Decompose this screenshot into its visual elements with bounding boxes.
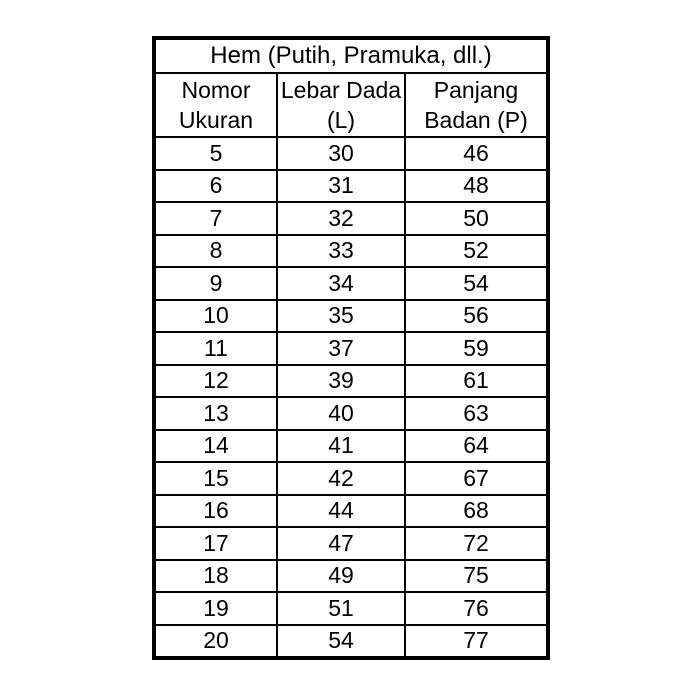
cell-panjang-badan: 76 [405,592,548,625]
cell-panjang-badan: 50 [405,202,548,235]
cell-nomor-ukuran: 5 [154,137,277,170]
cell-nomor-ukuran: 20 [154,625,277,659]
cell-panjang-badan: 54 [405,267,548,300]
table-row [154,495,548,528]
cell-lebar-dada: 40 [277,397,405,430]
cell-panjang-badan: 63 [405,397,548,430]
cell-nomor-ukuran: 16 [154,495,277,528]
table-row [154,462,548,495]
cell-nomor-ukuran: 15 [154,462,277,495]
table-row [154,235,548,268]
cell-lebar-dada: 54 [277,625,405,659]
cell-nomor-ukuran: 14 [154,430,277,463]
cell-lebar-dada: 51 [277,592,405,625]
table-title: Hem (Putih, Pramuka, dll.) [154,38,548,73]
cell-panjang-badan: 64 [405,430,548,463]
table-row [154,300,548,333]
cell-lebar-dada: 30 [277,137,405,170]
header-line: Panjang [433,77,519,103]
cell-nomor-ukuran: 9 [154,267,277,300]
header-line: (L) [326,107,356,133]
table-row [154,430,548,463]
cell-panjang-badan: 59 [405,332,548,365]
cell-nomor-ukuran: 11 [154,332,277,365]
table-row [154,332,548,365]
header-line: Lebar Dada [280,77,402,103]
table-row [154,267,548,300]
cell-lebar-dada: 31 [277,170,405,203]
cell-lebar-dada: 37 [277,332,405,365]
table-row [154,202,548,235]
column-header-panjang-badan [405,73,548,137]
size-chart-table [152,36,550,660]
cell-panjang-badan: 61 [405,365,548,398]
cell-nomor-ukuran: 17 [154,527,277,560]
header-line: Ukuran [178,107,254,133]
table-row [154,397,548,430]
column-header-lebar-dada [277,73,405,137]
cell-nomor-ukuran: 19 [154,592,277,625]
table-row [154,137,548,170]
header-line: Nomor [181,77,251,103]
cell-panjang-badan: 72 [405,527,548,560]
cell-panjang-badan: 77 [405,625,548,659]
cell-panjang-badan: 67 [405,462,548,495]
cell-lebar-dada: 41 [277,430,405,463]
cell-nomor-ukuran: 18 [154,560,277,593]
table-row [154,170,548,203]
cell-panjang-badan: 52 [405,235,548,268]
cell-lebar-dada: 35 [277,300,405,333]
table-row [154,527,548,560]
table-row [154,592,548,625]
cell-lebar-dada: 34 [277,267,405,300]
header-line: Badan (P) [424,107,528,133]
table-title-row [154,38,548,73]
table-row [154,365,548,398]
cell-lebar-dada: 49 [277,560,405,593]
table-row [154,625,548,659]
column-header-nomor-ukuran [154,73,277,137]
cell-nomor-ukuran: 13 [154,397,277,430]
cell-panjang-badan: 75 [405,560,548,593]
cell-lebar-dada: 44 [277,495,405,528]
cell-lebar-dada: 42 [277,462,405,495]
cell-nomor-ukuran: 8 [154,235,277,268]
cell-panjang-badan: 68 [405,495,548,528]
cell-lebar-dada: 32 [277,202,405,235]
cell-lebar-dada: 33 [277,235,405,268]
cell-panjang-badan: 48 [405,170,548,203]
table-header-row [154,73,548,137]
cell-nomor-ukuran: 10 [154,300,277,333]
table-row [154,560,548,593]
cell-lebar-dada: 47 [277,527,405,560]
cell-nomor-ukuran: 6 [154,170,277,203]
cell-lebar-dada: 39 [277,365,405,398]
cell-nomor-ukuran: 12 [154,365,277,398]
cell-panjang-badan: 56 [405,300,548,333]
cell-panjang-badan: 46 [405,137,548,170]
cell-nomor-ukuran: 7 [154,202,277,235]
